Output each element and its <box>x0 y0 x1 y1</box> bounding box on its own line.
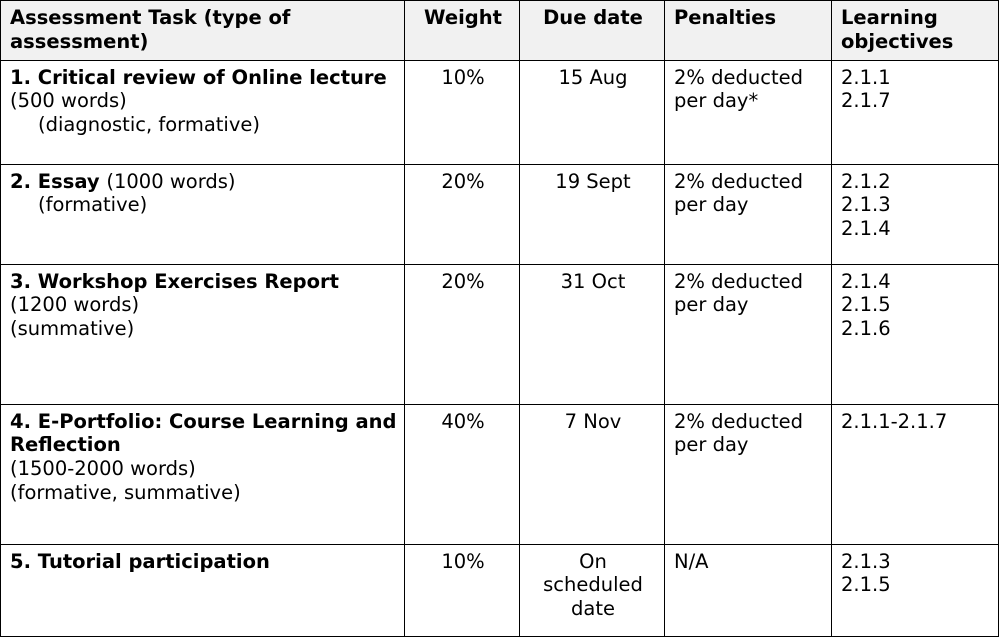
objective-item: 2.1.1 <box>841 65 891 89</box>
column-header-penalties: Penalties <box>665 1 832 61</box>
cell-penalty: N/A <box>665 544 832 636</box>
task-title: Tutorial participation <box>37 549 270 573</box>
objective-item: 2.1.3 <box>841 549 891 573</box>
cell-weight: 10% <box>405 544 520 636</box>
task-number: 5. <box>10 549 31 573</box>
table-row <box>1 60 999 164</box>
table-row <box>1 544 999 636</box>
objective-item: 2.1.4 <box>841 217 891 241</box>
cell-objectives <box>832 404 999 544</box>
objective-item: 2.1.4 <box>841 269 891 293</box>
task-number: 4. <box>10 409 31 433</box>
column-header-due-date: Due date <box>520 1 665 61</box>
column-header-learning-objectives: Learning objectives <box>832 1 999 61</box>
cell-objectives <box>832 264 999 404</box>
cell-weight: 20% <box>405 264 520 404</box>
task-title: Essay <box>37 169 100 193</box>
cell-due-date: 15 Aug <box>520 60 665 164</box>
cell-due-date: On scheduled date <box>520 544 665 636</box>
cell-objectives <box>832 60 999 164</box>
task-detail-second: (formative) <box>38 193 148 217</box>
cell-penalty: 2% deducted per day <box>665 164 832 264</box>
task-title: E-Portfolio: Course Learning and Reflection <box>10 409 397 457</box>
task-detail-second: (1200 words) <box>10 293 140 317</box>
objective-item: 2.1.5 <box>841 573 891 597</box>
task-number: 2. <box>10 169 31 193</box>
objective-item: 2.1.2 <box>841 169 891 193</box>
cell-due-date: 7 Nov <box>520 404 665 544</box>
objective-item: 2.1.3 <box>841 193 891 217</box>
task-detail-second: (1500-2000 words) <box>10 457 196 481</box>
task-detail-second: (diagnostic, formative) <box>38 113 260 137</box>
table-header <box>1 1 999 61</box>
cell-penalty: 2% deducted per day* <box>665 60 832 164</box>
task-number: 1. <box>10 65 31 89</box>
cell-weight: 40% <box>405 404 520 544</box>
task-number: 3. <box>10 269 31 293</box>
task-detail: (500 words) <box>10 89 127 113</box>
table-row <box>1 404 999 544</box>
cell-task <box>1 264 405 404</box>
objective-item: 2.1.7 <box>841 89 891 113</box>
task-title: Workshop Exercises Report <box>37 269 339 293</box>
table-row <box>1 264 999 404</box>
cell-due-date: 19 Sept <box>520 164 665 264</box>
task-detail: (1000 words) <box>106 169 236 193</box>
cell-objectives <box>832 164 999 264</box>
cell-objectives <box>832 544 999 636</box>
table-body <box>1 60 999 636</box>
cell-due-date: 31 Oct <box>520 264 665 404</box>
column-header-task: Assessment Task (type of assessment) <box>1 1 405 61</box>
objective-item: 2.1.1-2.1.7 <box>841 409 948 433</box>
cell-task <box>1 60 405 164</box>
cell-penalty: 2% deducted per day <box>665 404 832 544</box>
task-title: Critical review of Online lecture <box>37 65 387 89</box>
column-header-weight: Weight <box>405 1 520 61</box>
task-detail-third: (formative, summative) <box>10 480 241 504</box>
cell-weight: 10% <box>405 60 520 164</box>
objective-item: 2.1.5 <box>841 293 891 317</box>
cell-weight: 20% <box>405 164 520 264</box>
cell-task <box>1 544 405 636</box>
cell-task <box>1 404 405 544</box>
cell-task <box>1 164 405 264</box>
table-header-row <box>1 1 999 61</box>
cell-penalty: 2% deducted per day <box>665 264 832 404</box>
table-row <box>1 164 999 264</box>
objective-item: 2.1.6 <box>841 317 891 341</box>
task-detail-third: (summative) <box>10 317 135 341</box>
